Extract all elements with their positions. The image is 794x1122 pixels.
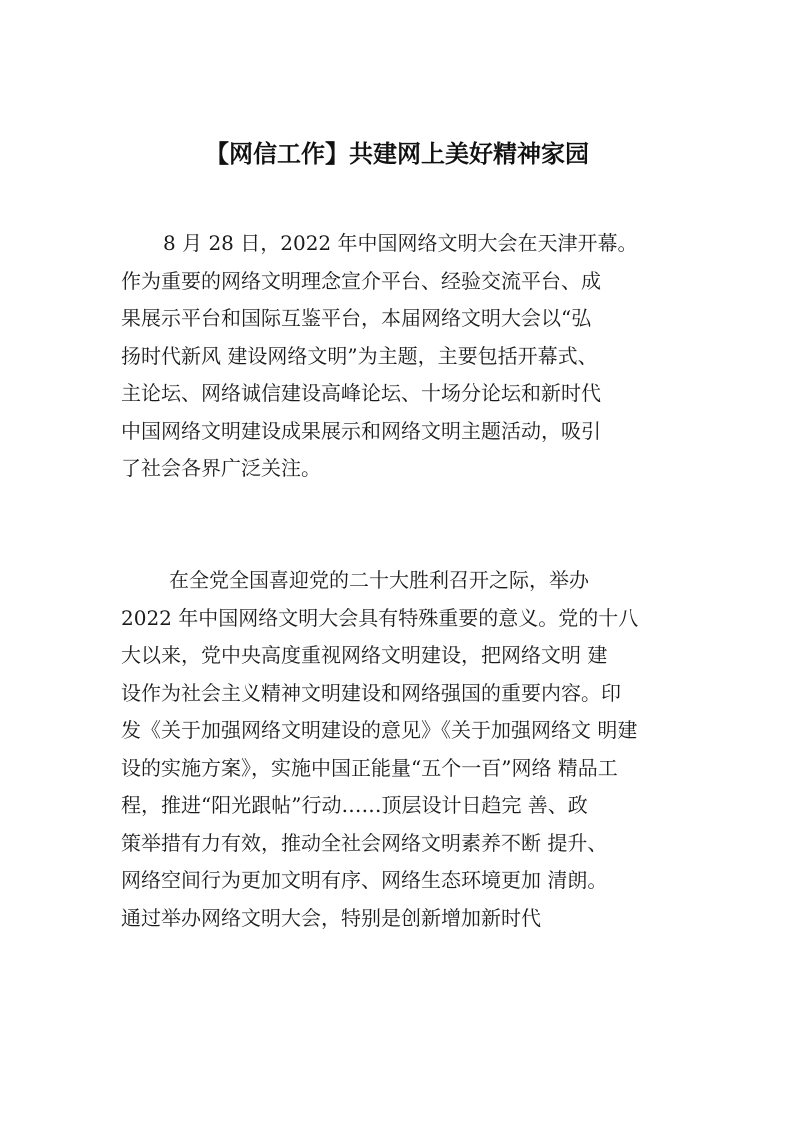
paragraph-1 bbox=[121, 225, 701, 488]
document-title: 【网信工作】共建网上美好精神家园 bbox=[205, 140, 589, 168]
paragraph-line: 程，推进“阳光跟帖”行动……顶层设计日趋完 善、政 bbox=[121, 793, 588, 817]
paragraph-line: 设的实施方案》，实施中国正能量“五个一百”网络 精品工 bbox=[121, 755, 618, 780]
paragraph-line: 大以来，党中央高度重视网络文明建设，把网络文明 建 bbox=[121, 643, 608, 667]
paragraph-line: 网络空间行为更加文明有序、网络生态环境更加 清朗。 bbox=[121, 868, 608, 892]
paragraph-line: 作为重要的网络文明理念宣介平台、经验交流平台、成 bbox=[121, 268, 601, 293]
paragraph-line: 主论坛、网络诚信建设高峰论坛、十场分论坛和新时代 bbox=[121, 381, 601, 405]
paragraph-line: 发《关于加强网络文明建设的意见》《关于加强网络文 明建 bbox=[121, 718, 638, 742]
paragraph-2 bbox=[121, 562, 701, 937]
paragraph-line: 在全党全国喜迎党的二十大胜利召开之际，举办 bbox=[169, 568, 589, 592]
paragraph-line: 策举措有力有效，推动全社会网络文明素养不断 提升、 bbox=[121, 830, 608, 855]
paragraph-line: 扬时代新风 建设网络文明”为主题，主要包括开幕式、 bbox=[121, 343, 598, 368]
paragraph-line: 2022 年中国网络文明大会具有特殊重要的意义。党的十八 bbox=[121, 605, 639, 630]
paragraph-line: 设作为社会主义精神文明建设和网络强国的重要内容。印 bbox=[121, 680, 621, 705]
paragraph-line: 中国网络文明建设成果展示和网络文明主题活动，吸引 bbox=[121, 418, 601, 443]
paragraph-line: 通过举办网络文明大会，特别是创新增加新时代 bbox=[121, 905, 541, 930]
paragraph-line: 了社会各界广泛关注。 bbox=[121, 456, 321, 480]
paragraph-line: 果展示平台和国际互鉴平台，本届网络文明大会以“弘 bbox=[121, 306, 592, 330]
paragraph-line: 8 月 28 日，2022 年中国网络文明大会在天津开幕。 bbox=[163, 231, 638, 255]
